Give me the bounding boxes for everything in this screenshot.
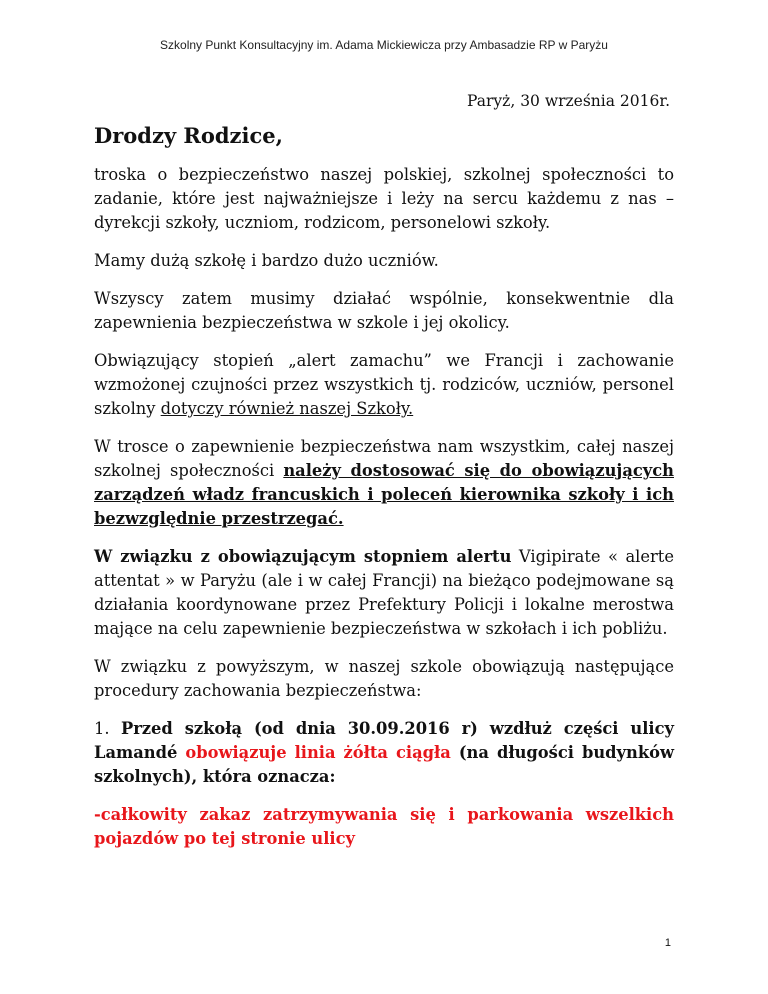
procedure-text-b: (na długości budynków szkolnych), która oznacza:: [94, 743, 675, 786]
parking-ban-note: -całkowity zakaz zatrzymywania się i parkowania wszelkich pojazdów po tej stronie ulicy: [94, 805, 674, 848]
paragraph-4-text: Obwiązujący stopień „alert zamachu” we Francji i zachowanie wzmożonej czujności przez wszystkich tj. rodziców, uczniów, personel szkolny: [94, 351, 674, 418]
paragraph-4-underlined: dotyczy również naszej Szkoły.: [160, 399, 414, 418]
paragraph-7: W związku z powyższym, w naszej szkole obowiązują następujące procedury zachowania bezpieczeństwa:: [94, 657, 674, 700]
letter-date: Paryż, 30 września 2016r.: [467, 92, 670, 110]
paragraph-6: [94, 545, 674, 641]
paragraph-5-text: W trosce o zapewnienie bezpieczeństwa nam wszystkim, całej naszej szkolnej społeczności: [94, 437, 674, 480]
procedure-text-a: Przed szkołą (od dnia 30.09.2016 r) wzdłuż części ulicy Lamandé: [94, 719, 674, 762]
paragraph-5-emphasis: należy dostosować się do obowiązujących zarządzeń władz francuskich i poleceń kierownika szkoły i ich bezwzględnie przestrzegać.: [94, 461, 674, 528]
paragraph-1: troska o bezpieczeństwo naszej polskiej, szkolnej społeczności to zadanie, które jest najważniejsze i leży na sercu każdemu z nas – dyrekcji szkoły, uczniom, rodzicom, personelowi szkoły.: [94, 165, 674, 232]
paragraph-4: [94, 349, 674, 421]
paragraph-6-text: Vigipirate « alerte attentat » w Paryżu (ale i w całej Francji) na bieżąco podejmowane są działania koordynowane przez Prefektury Policji i lokalne merostwa mające na celu zapewnienie bezpieczeństwa w szkołach i ich pobliżu.: [94, 547, 674, 638]
procedure-red-highlight: obowiązuje linia żółta ciągła: [185, 743, 451, 762]
paragraph-3: Wszyscy zatem musimy działać wspólnie, konsekwentnie dla zapewnienia bezpieczeństwa w szkole i jej okolicy.: [94, 289, 674, 332]
greeting-heading: Drodzy Rodzice,: [94, 123, 283, 148]
letter-body: [94, 163, 674, 865]
document-header: Szkolny Punkt Konsultacyjny im. Adama Mickiewicza przy Ambasadzie RP w Paryżu: [160, 38, 608, 52]
paragraph-6-bold-lead: W związku z obowiązującym stopniem alertu: [94, 547, 512, 566]
paragraph-2: Mamy dużą szkołę i bardzo dużo uczniów.: [94, 251, 439, 270]
page-number: 1: [664, 937, 671, 949]
procedure-number: 1.: [94, 719, 121, 738]
procedure-item-1: [94, 717, 674, 789]
paragraph-5: [94, 435, 674, 531]
